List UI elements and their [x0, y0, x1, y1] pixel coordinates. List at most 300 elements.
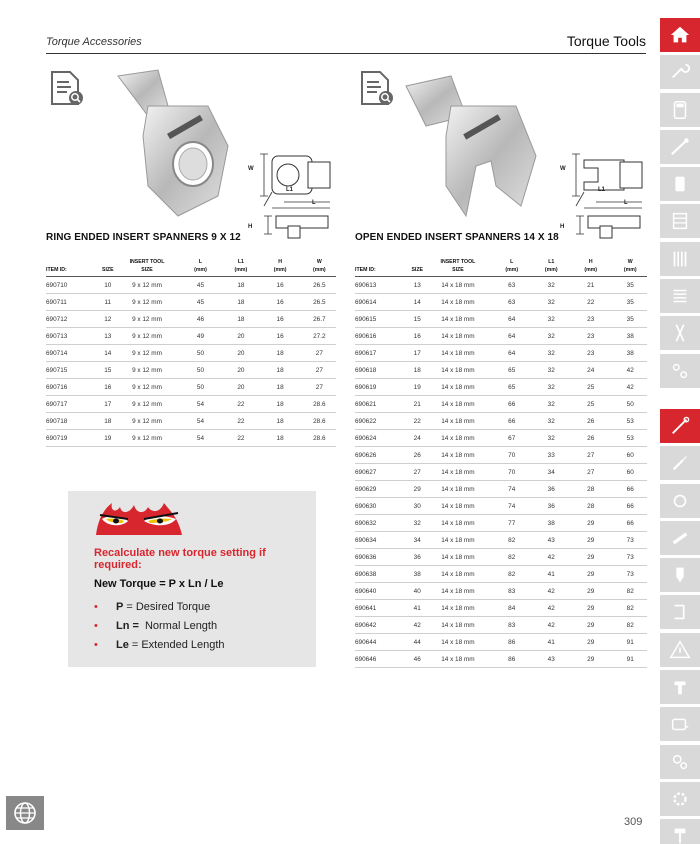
table-cell: 15 [408, 311, 427, 328]
table-cell: 690636 [355, 549, 408, 566]
table-row [355, 277, 647, 294]
table-row [46, 430, 336, 447]
table-cell: 18 [258, 362, 303, 379]
col-l1: L1 (mm) [224, 258, 257, 277]
sidebar-item-chisels[interactable] [660, 558, 700, 592]
table-cell: 18 [224, 311, 257, 328]
table-row [46, 328, 336, 345]
home-icon [669, 24, 691, 46]
col-l1: L1 (mm) [534, 258, 568, 277]
bits-icon [669, 285, 691, 307]
table-cell: 14 x 18 mm [427, 379, 489, 396]
table-cell: 50 [613, 396, 647, 413]
table-cell: 63 [489, 277, 534, 294]
table-cell: 19 [98, 430, 117, 447]
table-cell: 16 [258, 277, 303, 294]
table-cell: 20 [224, 362, 257, 379]
table-cell: 690627 [355, 464, 408, 481]
table-row [355, 362, 647, 379]
table-cell: 46 [408, 651, 427, 668]
table-cell: 54 [177, 430, 225, 447]
table-cell: 74 [489, 498, 534, 515]
table-cell: 73 [613, 532, 647, 549]
col-w: W (mm) [303, 258, 336, 277]
table-cell: 42 [534, 549, 568, 566]
table-cell: 38 [534, 515, 568, 532]
table-cell: 690719 [46, 430, 98, 447]
table-cell: 60 [613, 464, 647, 481]
hazard-icon [669, 639, 691, 661]
col-size: SIZE [98, 258, 117, 277]
table-cell: 35 [613, 277, 647, 294]
table-cell: 14 x 18 mm [427, 328, 489, 345]
table-cell: 690616 [355, 328, 408, 345]
table-cell: 40 [408, 583, 427, 600]
table-cell: 16 [258, 311, 303, 328]
table-cell: 22 [224, 430, 257, 447]
table-cell: 36 [534, 498, 568, 515]
table-cell: 43 [534, 651, 568, 668]
tool-icon [669, 676, 691, 698]
sidebar-item-vises[interactable] [660, 819, 700, 844]
table-cell: 14 [408, 294, 427, 311]
table-cell: 14 x 18 mm [427, 481, 489, 498]
table-cell: 690624 [355, 430, 408, 447]
table-cell: 28.6 [303, 396, 336, 413]
table-cell: 50 [177, 362, 225, 379]
col-item-id: ITEM ID: [46, 258, 98, 277]
table-cell: 82 [489, 532, 534, 549]
table-cell: 22 [224, 413, 257, 430]
globe-icon [13, 801, 37, 825]
table-row [46, 345, 336, 362]
table-cell: 38 [613, 345, 647, 362]
table-cell: 27 [303, 379, 336, 396]
ring-spanner-image [88, 66, 238, 226]
table-cell: 9 x 12 mm [117, 277, 176, 294]
table-row [355, 515, 647, 532]
table-cell: 64 [489, 311, 534, 328]
table-cell: 14 [98, 345, 117, 362]
table-cell: 690641 [355, 600, 408, 617]
table-cell: 23 [568, 345, 613, 362]
table-cell: 9 x 12 mm [117, 396, 176, 413]
torque-formula: New Torque = P x Ln / Le [94, 578, 224, 590]
table-row [355, 345, 647, 362]
table-cell: 32 [408, 515, 427, 532]
table-cell: 66 [489, 396, 534, 413]
col-w: W (mm) [613, 258, 647, 277]
table-cell: 690618 [355, 362, 408, 379]
table-row [355, 532, 647, 549]
table-cell: 24 [568, 362, 613, 379]
table-cell: 42 [534, 617, 568, 634]
table-cell: 14 x 18 mm [427, 294, 489, 311]
table-cell: 70 [489, 447, 534, 464]
sidebar-item-gears[interactable] [660, 782, 700, 816]
table-cell: 42 [534, 600, 568, 617]
table-row [46, 362, 336, 379]
clamp-icon [669, 601, 691, 623]
flame-eyes-logo [94, 499, 184, 537]
table-cell: 690642 [355, 617, 408, 634]
table-cell: 690718 [46, 413, 98, 430]
dim-label-l: L [312, 200, 316, 206]
table-row [355, 430, 647, 447]
dim-label-l1: L1 [598, 187, 606, 193]
gear-icon [669, 788, 691, 810]
torque-legend [94, 597, 225, 654]
dim-label-h: H [560, 224, 565, 230]
table-cell: 19 [408, 379, 427, 396]
table-cell: 690716 [46, 379, 98, 396]
table-cell: 38 [408, 566, 427, 583]
col-h: H (mm) [568, 258, 613, 277]
table-row [355, 464, 647, 481]
table-cell: 43 [534, 532, 568, 549]
table-cell: 9 x 12 mm [117, 311, 176, 328]
table-cell: 83 [489, 617, 534, 634]
table-cell: 18 [258, 379, 303, 396]
header-divider [46, 53, 646, 54]
table-cell: 26 [568, 430, 613, 447]
sidebar-item-screwdriver-sets[interactable] [660, 242, 700, 276]
sidebar-item-bits[interactable] [660, 279, 700, 313]
table-cell: 9 x 12 mm [117, 430, 176, 447]
table-cell: 14 x 18 mm [427, 311, 489, 328]
table-cell: 42 [613, 362, 647, 379]
table-row [355, 617, 647, 634]
table-cell: 14 x 18 mm [427, 498, 489, 515]
legend-item: • Ln = Normal Length [94, 619, 218, 632]
table-cell: 14 x 18 mm [427, 396, 489, 413]
col-size: SIZE [408, 258, 427, 277]
sidebar-item-wrenches[interactable] [660, 55, 700, 89]
table-cell: 29 [568, 634, 613, 651]
table-cell: 18 [224, 294, 257, 311]
table-row [46, 311, 336, 328]
table-cell: 14 x 18 mm [427, 430, 489, 447]
sidebar-item-measuring[interactable] [660, 707, 700, 741]
table-cell: 690715 [46, 362, 98, 379]
table-cell: 14 x 18 mm [427, 600, 489, 617]
table-row [46, 277, 336, 294]
table-cell: 690711 [46, 294, 98, 311]
vise-icon [669, 825, 691, 844]
table-cell: 26.5 [303, 294, 336, 311]
saw-icon [669, 527, 691, 549]
table-cell: 34 [408, 532, 427, 549]
table-row [355, 600, 647, 617]
sidebar-item-saws[interactable] [660, 521, 700, 555]
table-row [355, 651, 647, 668]
table-cell: 41 [408, 600, 427, 617]
socket-icon [669, 173, 691, 195]
table-cell: 25 [568, 379, 613, 396]
sidebar-item-meters[interactable] [660, 93, 700, 127]
table-row [355, 498, 647, 515]
dim-label-h: H [248, 224, 253, 230]
table-row [46, 396, 336, 413]
chisel-icon [669, 564, 691, 586]
table-cell: 690714 [46, 345, 98, 362]
sidebar-home[interactable] [660, 18, 700, 52]
table-cell: 14 x 18 mm [427, 345, 489, 362]
table-cell: 21 [568, 277, 613, 294]
table-cell: 24 [408, 430, 427, 447]
table-cell: 690712 [46, 311, 98, 328]
table-cell: 29 [568, 600, 613, 617]
table-cell: 83 [489, 583, 534, 600]
table-cell: 42 [534, 583, 568, 600]
table-cell: 27 [568, 447, 613, 464]
table-cell: 67 [489, 430, 534, 447]
tape-icon [669, 490, 691, 512]
table-cell: 82 [613, 617, 647, 634]
table-cell: 690626 [355, 447, 408, 464]
table-cell: 23 [568, 311, 613, 328]
table-cell: 45 [177, 277, 225, 294]
category-title: Torque Tools [566, 33, 646, 49]
table-cell: 64 [489, 345, 534, 362]
table-cell: 13 [408, 277, 427, 294]
table-cell: 66 [489, 413, 534, 430]
table-cell: 22 [568, 294, 613, 311]
sidebar-item-screwdrivers[interactable] [660, 446, 700, 480]
table-cell: 16 [408, 328, 427, 345]
table-cell: 28 [568, 498, 613, 515]
table-cell: 27 [303, 345, 336, 362]
table-cell: 690619 [355, 379, 408, 396]
table-cell: 23 [568, 328, 613, 345]
table-cell: 32 [534, 430, 568, 447]
table-cell: 86 [489, 634, 534, 651]
table-cell: 14 x 18 mm [427, 583, 489, 600]
open-section-title: OPEN ENDED INSERT SPANNERS 14 X 18 [355, 232, 559, 243]
table-cell: 690646 [355, 651, 408, 668]
table-cell: 86 [489, 651, 534, 668]
table-cell: 44 [408, 634, 427, 651]
table-cell: 18 [258, 345, 303, 362]
table-cell: 16 [98, 379, 117, 396]
legend-item: • P = Desired Torque [94, 600, 211, 613]
table-cell: 29 [568, 549, 613, 566]
table-row [355, 294, 647, 311]
legend-item: • Le = Extended Length [94, 638, 225, 651]
screwdriver-set-icon [669, 248, 691, 270]
sidebar-item-tools[interactable] [660, 670, 700, 704]
table-cell: 26 [568, 413, 613, 430]
table-row [355, 379, 647, 396]
category-sidebar [660, 18, 700, 844]
table-cell: 15 [98, 362, 117, 379]
table-cell: 35 [613, 311, 647, 328]
table-cell: 28 [568, 481, 613, 498]
table-cell: 32 [534, 379, 568, 396]
sidebar-item-hex-keys[interactable] [660, 354, 700, 388]
table-cell: 14 x 18 mm [427, 617, 489, 634]
torque-info-box [68, 491, 316, 667]
table-cell: 34 [534, 464, 568, 481]
table-cell: 13 [98, 328, 117, 345]
sidebar-item-safety[interactable] [660, 633, 700, 667]
col-insert-tool: INSERT TOOL SIZE [117, 258, 176, 277]
section-title: Torque Accessories [46, 36, 142, 48]
table-row [355, 447, 647, 464]
table-cell: 25 [568, 396, 613, 413]
sidebar-item-sockets[interactable] [660, 167, 700, 201]
pipe-icon [669, 751, 691, 773]
table-cell: 32 [534, 328, 568, 345]
table-cell: 18 [408, 362, 427, 379]
table-cell: 14 x 18 mm [427, 413, 489, 430]
wrench-icon [669, 61, 691, 83]
table-cell: 41 [534, 566, 568, 583]
table-cell: 14 x 18 mm [427, 515, 489, 532]
sidebar-item-tapes[interactable] [660, 484, 700, 518]
table-row [355, 328, 647, 345]
table-cell: 11 [98, 294, 117, 311]
sidebar-item-pipe[interactable] [660, 745, 700, 779]
table-cell: 32 [534, 396, 568, 413]
table-cell: 20 [224, 379, 257, 396]
table-cell: 91 [613, 651, 647, 668]
website-link[interactable] [6, 796, 44, 830]
table-cell: 30 [408, 498, 427, 515]
table-cell: 32 [534, 277, 568, 294]
table-cell: 12 [98, 311, 117, 328]
screwdriver-icon [669, 452, 691, 474]
table-cell: 91 [613, 634, 647, 651]
table-cell: 41 [534, 634, 568, 651]
open-spanner-image [396, 66, 546, 226]
table-cell: 18 [98, 413, 117, 430]
table-cell: 36 [534, 481, 568, 498]
table-cell: 26 [408, 447, 427, 464]
cabinet-icon [669, 210, 691, 232]
table-cell: 32 [534, 362, 568, 379]
table-cell: 36 [408, 549, 427, 566]
dim-label-w: W [560, 166, 566, 172]
table-cell: 20 [224, 345, 257, 362]
table-cell: 46 [177, 311, 225, 328]
table-cell: 29 [568, 583, 613, 600]
table-cell: 9 x 12 mm [117, 413, 176, 430]
table-cell: 45 [177, 294, 225, 311]
table-cell: 9 x 12 mm [117, 294, 176, 311]
table-cell: 690644 [355, 634, 408, 651]
dim-label-l: L [624, 200, 628, 206]
table-cell: 690634 [355, 532, 408, 549]
col-insert-tool: INSERT TOOL SIZE [427, 258, 489, 277]
table-cell: 38 [613, 328, 647, 345]
table-row [355, 481, 647, 498]
open-spec-table [355, 258, 647, 668]
table-cell: 50 [177, 345, 225, 362]
table-cell: 22 [224, 396, 257, 413]
table-cell: 27 [568, 464, 613, 481]
table-row [46, 379, 336, 396]
table-cell: 9 x 12 mm [117, 345, 176, 362]
table-cell: 42 [408, 617, 427, 634]
table-cell: 690717 [46, 396, 98, 413]
datasheet-icon[interactable] [48, 70, 86, 108]
table-cell: 16 [258, 294, 303, 311]
table-cell: 53 [613, 430, 647, 447]
table-cell: 32 [534, 294, 568, 311]
table-cell: 690710 [46, 277, 98, 294]
hex-key-icon [669, 360, 691, 382]
table-cell: 27 [408, 464, 427, 481]
table-cell: 77 [489, 515, 534, 532]
multimeter-icon [669, 99, 691, 121]
col-l: L (mm) [489, 258, 534, 277]
table-cell: 49 [177, 328, 225, 345]
table-cell: 690638 [355, 566, 408, 583]
table-cell: 690617 [355, 345, 408, 362]
col-l: L (mm) [177, 258, 225, 277]
table-cell: 66 [613, 498, 647, 515]
table-cell: 42 [613, 379, 647, 396]
table-cell: 690713 [46, 328, 98, 345]
pliers-icon [669, 322, 691, 344]
sidebar-item-torque-wrenches[interactable] [660, 130, 700, 164]
table-cell: 14 x 18 mm [427, 277, 489, 294]
ring-spanner-diagram [244, 146, 339, 242]
table-cell: 29 [568, 617, 613, 634]
table-cell: 66 [613, 481, 647, 498]
sidebar-item-clamps[interactable] [660, 595, 700, 629]
table-cell: 690615 [355, 311, 408, 328]
table-cell: 82 [489, 549, 534, 566]
table-cell: 26.7 [303, 311, 336, 328]
table-cell: 84 [489, 600, 534, 617]
torque-box-title: Recalculate new torque setting if required: [94, 547, 266, 571]
table-cell: 74 [489, 481, 534, 498]
sidebar-item-cabinets[interactable] [660, 204, 700, 238]
table-cell: 690640 [355, 583, 408, 600]
table-row [46, 294, 336, 311]
table-cell: 82 [613, 583, 647, 600]
table-cell: 18 [224, 277, 257, 294]
table-cell: 18 [258, 413, 303, 430]
table-cell: 14 x 18 mm [427, 651, 489, 668]
sidebar-item-pliers[interactable] [660, 316, 700, 350]
table-cell: 70 [489, 464, 534, 481]
sidebar-item-torque-tools[interactable] [660, 409, 700, 443]
table-cell: 64 [489, 328, 534, 345]
table-cell: 9 x 12 mm [117, 379, 176, 396]
table-row [355, 566, 647, 583]
table-cell: 63 [489, 294, 534, 311]
open-spanner-diagram [556, 146, 651, 242]
table-cell: 14 x 18 mm [427, 634, 489, 651]
table-cell: 27.2 [303, 328, 336, 345]
table-cell: 14 x 18 mm [427, 566, 489, 583]
datasheet-icon[interactable] [358, 70, 396, 108]
table-cell: 690614 [355, 294, 408, 311]
table-cell: 82 [489, 566, 534, 583]
table-cell: 54 [177, 413, 225, 430]
table-row [355, 413, 647, 430]
torque-wrench-icon [669, 136, 691, 158]
table-cell: 690622 [355, 413, 408, 430]
table-cell: 9 x 12 mm [117, 362, 176, 379]
table-row [355, 311, 647, 328]
table-cell: 22 [408, 413, 427, 430]
table-cell: 28.6 [303, 413, 336, 430]
ring-spec-table [46, 258, 336, 447]
